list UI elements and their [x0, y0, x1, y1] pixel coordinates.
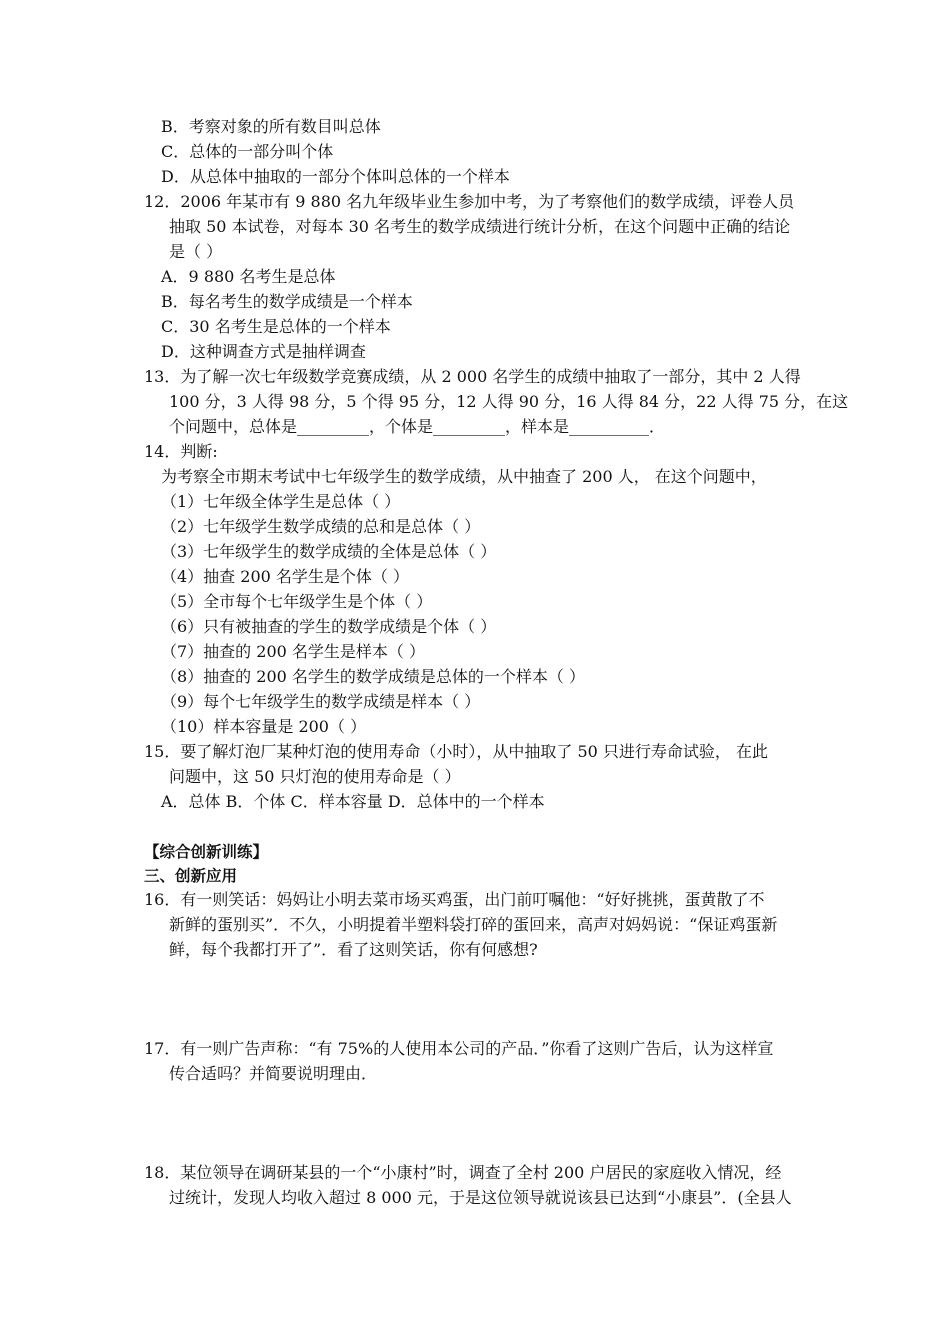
q12-option-c: C．30 名考生是总体的一个样本	[161, 317, 391, 336]
q14-item-1: （1）七年级全体学生是总体（ ）	[161, 492, 401, 511]
q17-stem-line1: 17．有一则广告声称：“有 75%的人使用本公司的产品．”你看了这则广告后，认为这样宣	[144, 1039, 774, 1058]
q14-item-5: （5）全市每个七年级学生是个体（ ）	[161, 592, 433, 611]
q13-stem-line1: 13．为了解一次七年级数学竞赛成绩，从 2 000 名学生的成绩中抽取了一部分，其中 2 人得	[144, 367, 801, 386]
q11-option-b: B．考察对象的所有数目叫总体	[161, 117, 381, 136]
q18-stem-line1: 18．某位领导在调研某县的一个“小康村”时，调查了全村 200 户居民的家庭收入情况，经	[144, 1163, 782, 1182]
q14-stem: 为考察全市期末考试中七年级学生的数学成绩，从中抽查了 200 人， 在这个问题中，	[161, 467, 767, 486]
q11-option-d: D．从总体中抽取的一部分个体叫总体的一个样本	[161, 167, 510, 186]
q12-option-d: D．这种调查方式是抽样调查	[161, 342, 366, 361]
q14-item-6: （6）只有被抽查的学生的数学成绩是个体（ ）	[161, 617, 497, 636]
q18-stem-line2: 过统计，发现人均收入超过 8 000 元，于是这位领导就说该县已达到“小康县”．(全县人	[169, 1188, 792, 1207]
q14-item-10: （10）样本容量是 200（ ）	[161, 717, 367, 736]
q12-stem-line1: 12．2006 年某市有 9 880 名九年级毕业生参加中考，为了考察他们的数学成绩，评卷人员	[144, 192, 795, 211]
q14-item-8: （8）抽查的 200 名学生的数学成绩是总体的一个样本（ ）	[161, 667, 585, 686]
q12-option-b: B．每名考生的数学成绩是一个样本	[161, 292, 413, 311]
q14-item-9: （9）每个七年级学生的数学成绩是样本（ ）	[161, 692, 481, 711]
q13-stem-line3: 个问题中，总体是_________，个体是_________，样本是__________．	[169, 417, 666, 436]
q14-item-7: （7）抽查的 200 名学生是样本（ ）	[161, 642, 425, 661]
q16-stem-line3: 鲜，每个我都打开了”．看了这则笑话，你有何感想?	[169, 940, 538, 959]
q12-stem-line3: 是（ ）	[169, 242, 223, 261]
q14-item-3: （3）七年级学生的数学成绩的全体是总体（ ）	[161, 542, 497, 561]
q14-title: 14．判断:	[144, 442, 218, 461]
q15-options: A．总体 B．个体 C．样本容量 D．总体中的一个样本	[161, 792, 545, 811]
q14-item-2: （2）七年级学生数学成绩的总和是总体（ ）	[161, 517, 481, 536]
q16-stem-line1: 16．有一则笑话：妈妈让小明去菜市场买鸡蛋，出门前叮嘱他：“好好挑挑，蛋黄散了不	[144, 890, 765, 909]
q13-stem-line2: 100 分，3 人得 98 分，5 个得 95 分，12 人得 90 分，16 人得 84 分，22 人得 75 分，在这	[169, 392, 849, 411]
q16-stem-line2: 新鲜的蛋别买”．不久，小明提着半塑料袋打碎的蛋回来，高声对妈妈说：“保证鸡蛋新	[169, 915, 778, 934]
section-title: 【综合创新训练】	[144, 843, 269, 861]
q11-option-c: C．总体的一部分叫个体	[161, 142, 334, 161]
q15-stem-line1: 15．要了解灯泡厂某种灯泡的使用寿命（小时），从中抽取了 50 只进行寿命试验， 在此	[144, 742, 768, 761]
q12-stem-line2: 抽取 50 本试卷，对每本 30 名考生的数学成绩进行统计分析，在这个问题中正确的结论	[169, 217, 791, 236]
q17-stem-line2: 传合适吗？并简要说明理由．	[169, 1064, 378, 1083]
q12-option-a: A．9 880 名考生是总体	[161, 267, 336, 286]
section-subtitle: 三、创新应用	[144, 867, 238, 885]
q15-stem-line2: 问题中，这 50 只灯泡的使用寿命是（ ）	[169, 767, 461, 786]
q14-item-4: （4）抽查 200 名学生是个体（ ）	[161, 567, 409, 586]
